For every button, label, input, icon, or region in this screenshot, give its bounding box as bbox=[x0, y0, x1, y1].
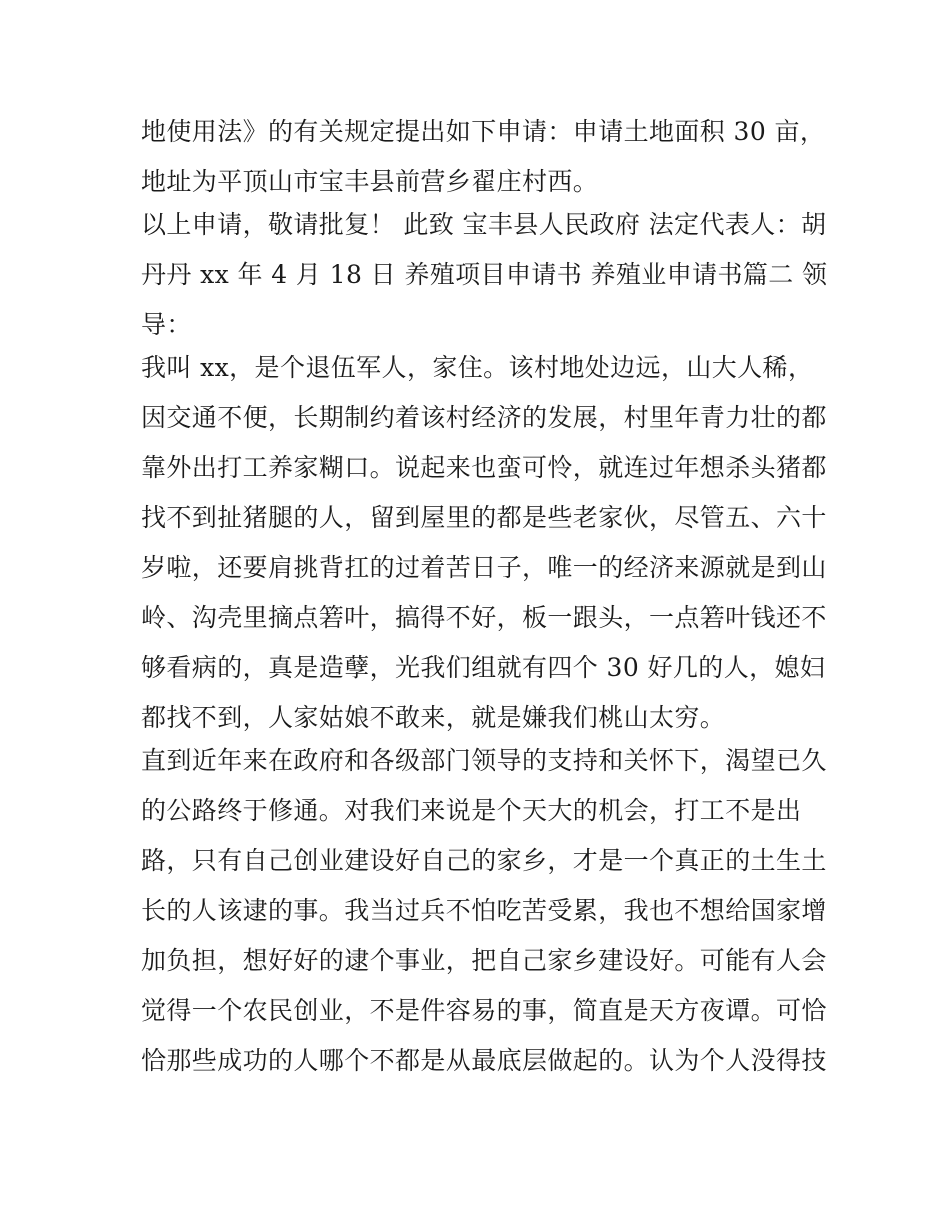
text-line: 丹丹 xx 年 4 月 18 日 养殖项目申请书 养殖业申请书篇二 领 bbox=[141, 260, 828, 289]
text-line: 地址为平顶山市宝丰县前营乡翟庄村西。 bbox=[141, 167, 599, 196]
paragraph-3 bbox=[141, 348, 827, 738]
text-line: 路，只有自己创业建设好自己的家乡，才是一个真正的土生土 bbox=[141, 846, 827, 875]
text-line: 以上申请，敬请批复！ 此致 宝丰县人民政府 法定代表人：胡 bbox=[141, 210, 827, 239]
document-body bbox=[141, 112, 828, 1081]
text-line: 的公路终于修通。对我们来说是个天大的机会，打工不是出 bbox=[141, 796, 802, 825]
text-line: 因交通不便，长期制约着该村经济的发展，村里年青力壮的都 bbox=[141, 403, 827, 432]
text-line: 找不到扯猪腿的人，留到屋里的都是些老家伙，尽管五、六十 bbox=[141, 503, 827, 532]
text-line: 靠外出打工养家糊口。说起来也蛮可怜，就连过年想杀头猪都 bbox=[141, 453, 827, 482]
text-line: 岭、沟壳里摘点箬叶，搞得不好，板一跟头，一点箬叶钱还不 bbox=[141, 603, 827, 632]
text-line: 觉得一个农民创业，不是件容易的事，简直是天方夜谭。可恰 bbox=[141, 996, 827, 1025]
text-line: 够看病的，真是造孽，光我们组就有四个 30 好几的人，媳妇 bbox=[141, 653, 826, 682]
text-line: 地使用法》的有关规定提出如下申请：申请土地面积 30 亩， bbox=[141, 117, 826, 146]
text-line: 我叫 xx，是个退伍军人，家住。该村地处边远，山大人稀， bbox=[141, 353, 814, 382]
text-line: 加负担，想好好的逮个事业，把自己家乡建设好。可能有人会 bbox=[141, 946, 827, 975]
text-line: 恰那些成功的人哪个不都是从最底层做起的。认为个人没得技 bbox=[141, 1046, 827, 1075]
paragraph-2 bbox=[141, 205, 828, 345]
paragraph-1 bbox=[141, 112, 826, 202]
text-line: 导： bbox=[141, 310, 192, 339]
paragraph-4 bbox=[141, 741, 827, 1081]
text-line: 岁啦，还要肩挑背扛的过着苦日子，唯一的经济来源就是到山 bbox=[141, 553, 827, 582]
text-line: 都找不到，人家姑娘不敢来，就是嫌我们桃山太穷。 bbox=[141, 703, 726, 732]
text-line: 直到近年来在政府和各级部门领导的支持和关怀下，渴望已久 bbox=[141, 746, 827, 775]
text-line: 长的人该逮的事。我当过兵不怕吃苦受累，我也不想给国家增 bbox=[141, 896, 827, 925]
